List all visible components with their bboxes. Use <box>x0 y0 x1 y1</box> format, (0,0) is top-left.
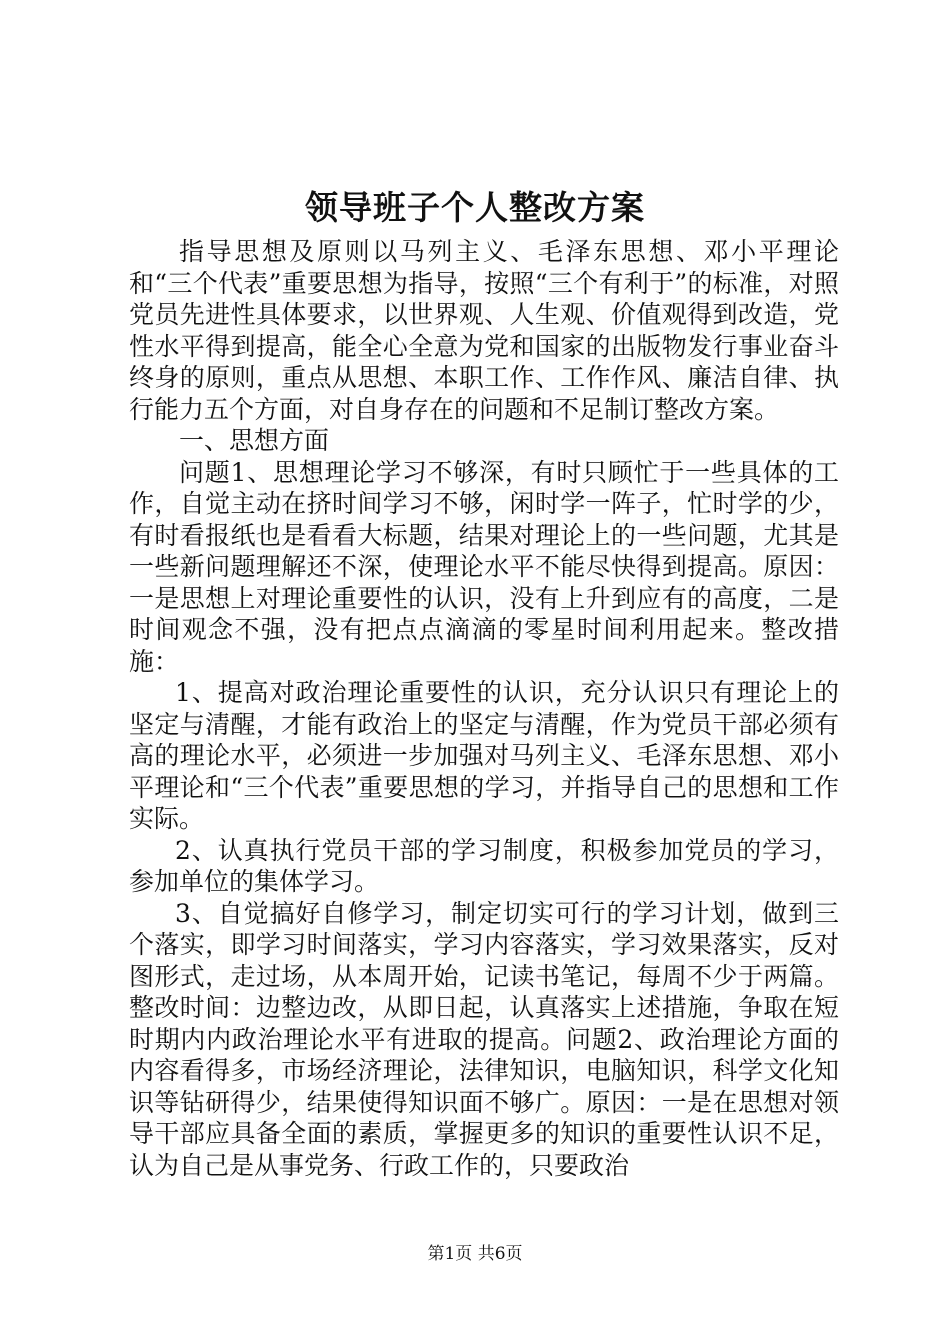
document-title: 领导班子个人整改方案 <box>305 188 645 227</box>
section-heading-thought: 一、思想方面 <box>179 426 330 455</box>
paragraph-guiding-principle: 指导思想及原则以马列主义、毛泽东思想、邓小平理论和“三个代表”重要思想为指导，按照“三个有利于”的标准，对照党员先进性具体要求，以世界观、人生观、价值观得到改造，党性水平得到提高，能全心全意为党和国家的出版物发行事业奋斗终身的原则，重点从思想、本职工作、工作作风、廉洁自律、执行能力五个方面，对自身存在的问题和不足制订整改方案。 <box>129 237 839 424</box>
paragraph-measure-1: 1、提高对政治理论重要性的认识，充分认识只有理论上的坚定与清醒，才能有政治上的坚定与清醒，作为党员干部必须有高的理论水平，必须进一步加强对马列主义、毛泽东思想、邓小平理论和“三个代表”重要思想的学习，并指导自己的思想和工作实际。 <box>129 678 839 833</box>
page-footer: 第1页 共6页 <box>427 1244 523 1264</box>
document-body <box>129 236 839 1181</box>
paragraph-measure-3: 3、自觉搞好自修学习，制定切实可行的学习计划，做到三个落实，即学习时间落实，学习内容落实，学习效果落实，反对图形式，走过场，从本周开始，记读书笔记，每周不少于两篇。整改时间：边整边改，从即日起，认真落实上述措施，争取在短时期内内政治理论水平有进取的提高。问题2、政治理论方面的内容看得多，市场经济理论，法律知识，电脑知识，科学文化知识等钻研得少，结果使得知识面不够广。原因：一是在思想对领导干部应具备全面的素质，掌握更多的知识的重要性认识不足，认为自己是从事党务、行政工作的，只要政治 <box>129 898 839 1180</box>
paragraph-problem-1: 问题1、思想理论学习不够深，有时只顾忙于一些具体的工作，自觉主动在挤时间学习不够，闲时学一阵子，忙时学的少，有时看报纸也是看看大标题，结果对理论上的一些问题，尤其是一些新问题理解还不深，使理论水平不能尽快得到提高。原因：一是思想上对理论重要性的认识，没有上升到应有的高度，二是时间观念不强，没有把点点滴滴的零星时间利用起来。整改措施： <box>129 457 839 676</box>
paragraph-measure-2: 2、认真执行党员干部的学习制度，积极参加党员的学习，参加单位的集体学习。 <box>129 835 839 896</box>
